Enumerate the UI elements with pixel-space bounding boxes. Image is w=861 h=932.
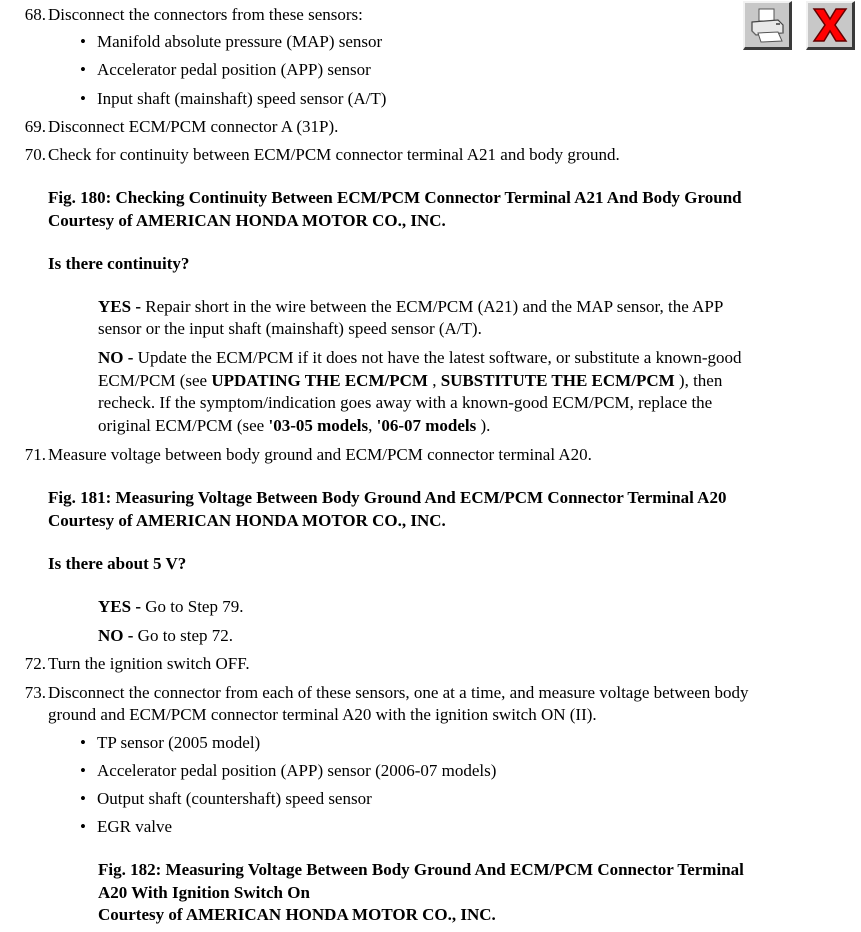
bullet-icon: • — [80, 789, 86, 808]
bullet-icon: • — [80, 817, 86, 836]
yes-answer: YES - Repair short in the wire between the ECM/PCM (A21) and the MAP sensor, the APP — [98, 297, 724, 316]
bullet-icon: • — [80, 761, 86, 780]
question: Is there continuity? — [48, 254, 190, 273]
no-answer-cont: ECM/PCM (see UPDATING THE ECM/PCM , SUBSTITUTE THE ECM/PCM ), then — [98, 371, 723, 390]
yes-answer-cont: sensor or the input shaft (mainshaft) speed sensor (A/T). — [98, 319, 482, 338]
step-text: Disconnect ECM/PCM connector A (31P). — [48, 117, 339, 136]
print-button[interactable] — [743, 1, 792, 50]
no-answer-cont: recheck. If the symptom/indication goes away with a known-good ECM/PCM, replace the — [98, 393, 713, 412]
close-x-icon — [811, 6, 849, 44]
bullet-icon: • — [80, 733, 86, 752]
bullet-icon: • — [80, 89, 86, 108]
step-text: Check for continuity between ECM/PCM connector terminal A21 and body ground. — [48, 145, 620, 164]
step-text: Turn the ignition switch OFF. — [48, 654, 250, 673]
figure-caption: Fig. 180: Checking Continuity Between ECM/PCM Connector Terminal A21 And Body Ground — [48, 188, 742, 207]
figure-caption: Fig. 182: Measuring Voltage Between Body Ground And ECM/PCM Connector Terminal — [98, 860, 744, 879]
figure-caption: Fig. 181: Measuring Voltage Between Body Ground And ECM/PCM Connector Terminal A20 — [48, 488, 727, 507]
no-answer-cont: original ECM/PCM (see '03-05 models, '06-07 models ). — [98, 416, 491, 435]
printer-icon — [748, 6, 786, 44]
step-text: Measure voltage between body ground and ECM/PCM connector terminal A20. — [48, 445, 592, 464]
step-number: 71. — [24, 445, 46, 464]
no-answer: NO - Update the ECM/PCM if it does not have the latest software, or substitute a known-good — [98, 348, 742, 367]
step-number: 69. — [24, 117, 46, 136]
bullet-icon: • — [80, 60, 86, 79]
step-number: 72. — [24, 654, 46, 673]
figure-caption-cont: A20 With Ignition Switch On — [98, 883, 310, 902]
no-answer: NO - Go to step 72. — [98, 626, 234, 645]
figure-courtesy: Courtesy of AMERICAN HONDA MOTOR CO., INC. — [48, 511, 446, 530]
step-number: 70. — [24, 145, 46, 164]
bullet-icon: • — [80, 32, 86, 51]
figure-courtesy: Courtesy of AMERICAN HONDA MOTOR CO., INC. — [48, 211, 446, 230]
yes-answer: YES - Go to Step 79. — [98, 597, 244, 616]
toolbar — [743, 1, 855, 50]
close-button[interactable] — [806, 1, 855, 50]
step-text: Disconnect the connectors from these sensors: — [48, 5, 363, 24]
link-substitute-ecm[interactable]: SUBSTITUTE THE ECM/PCM — [440, 371, 675, 390]
step-number: 68. — [24, 5, 46, 24]
figure-courtesy: Courtesy of AMERICAN HONDA MOTOR CO., INC. — [98, 905, 496, 924]
link-03-05-models[interactable]: '03-05 models — [268, 416, 369, 435]
link-updating-ecm[interactable]: UPDATING THE ECM/PCM — [211, 371, 428, 390]
step-number: 73. — [24, 683, 46, 702]
step-text-cont: ground and ECM/PCM connector terminal A20 with the ignition switch ON (II). — [48, 705, 597, 724]
step-text: Disconnect the connector from each of these sensors, one at a time, and measure voltage between body — [48, 683, 749, 702]
link-06-07-models[interactable]: '06-07 models — [376, 416, 477, 435]
question: Is there about 5 V? — [48, 554, 187, 573]
